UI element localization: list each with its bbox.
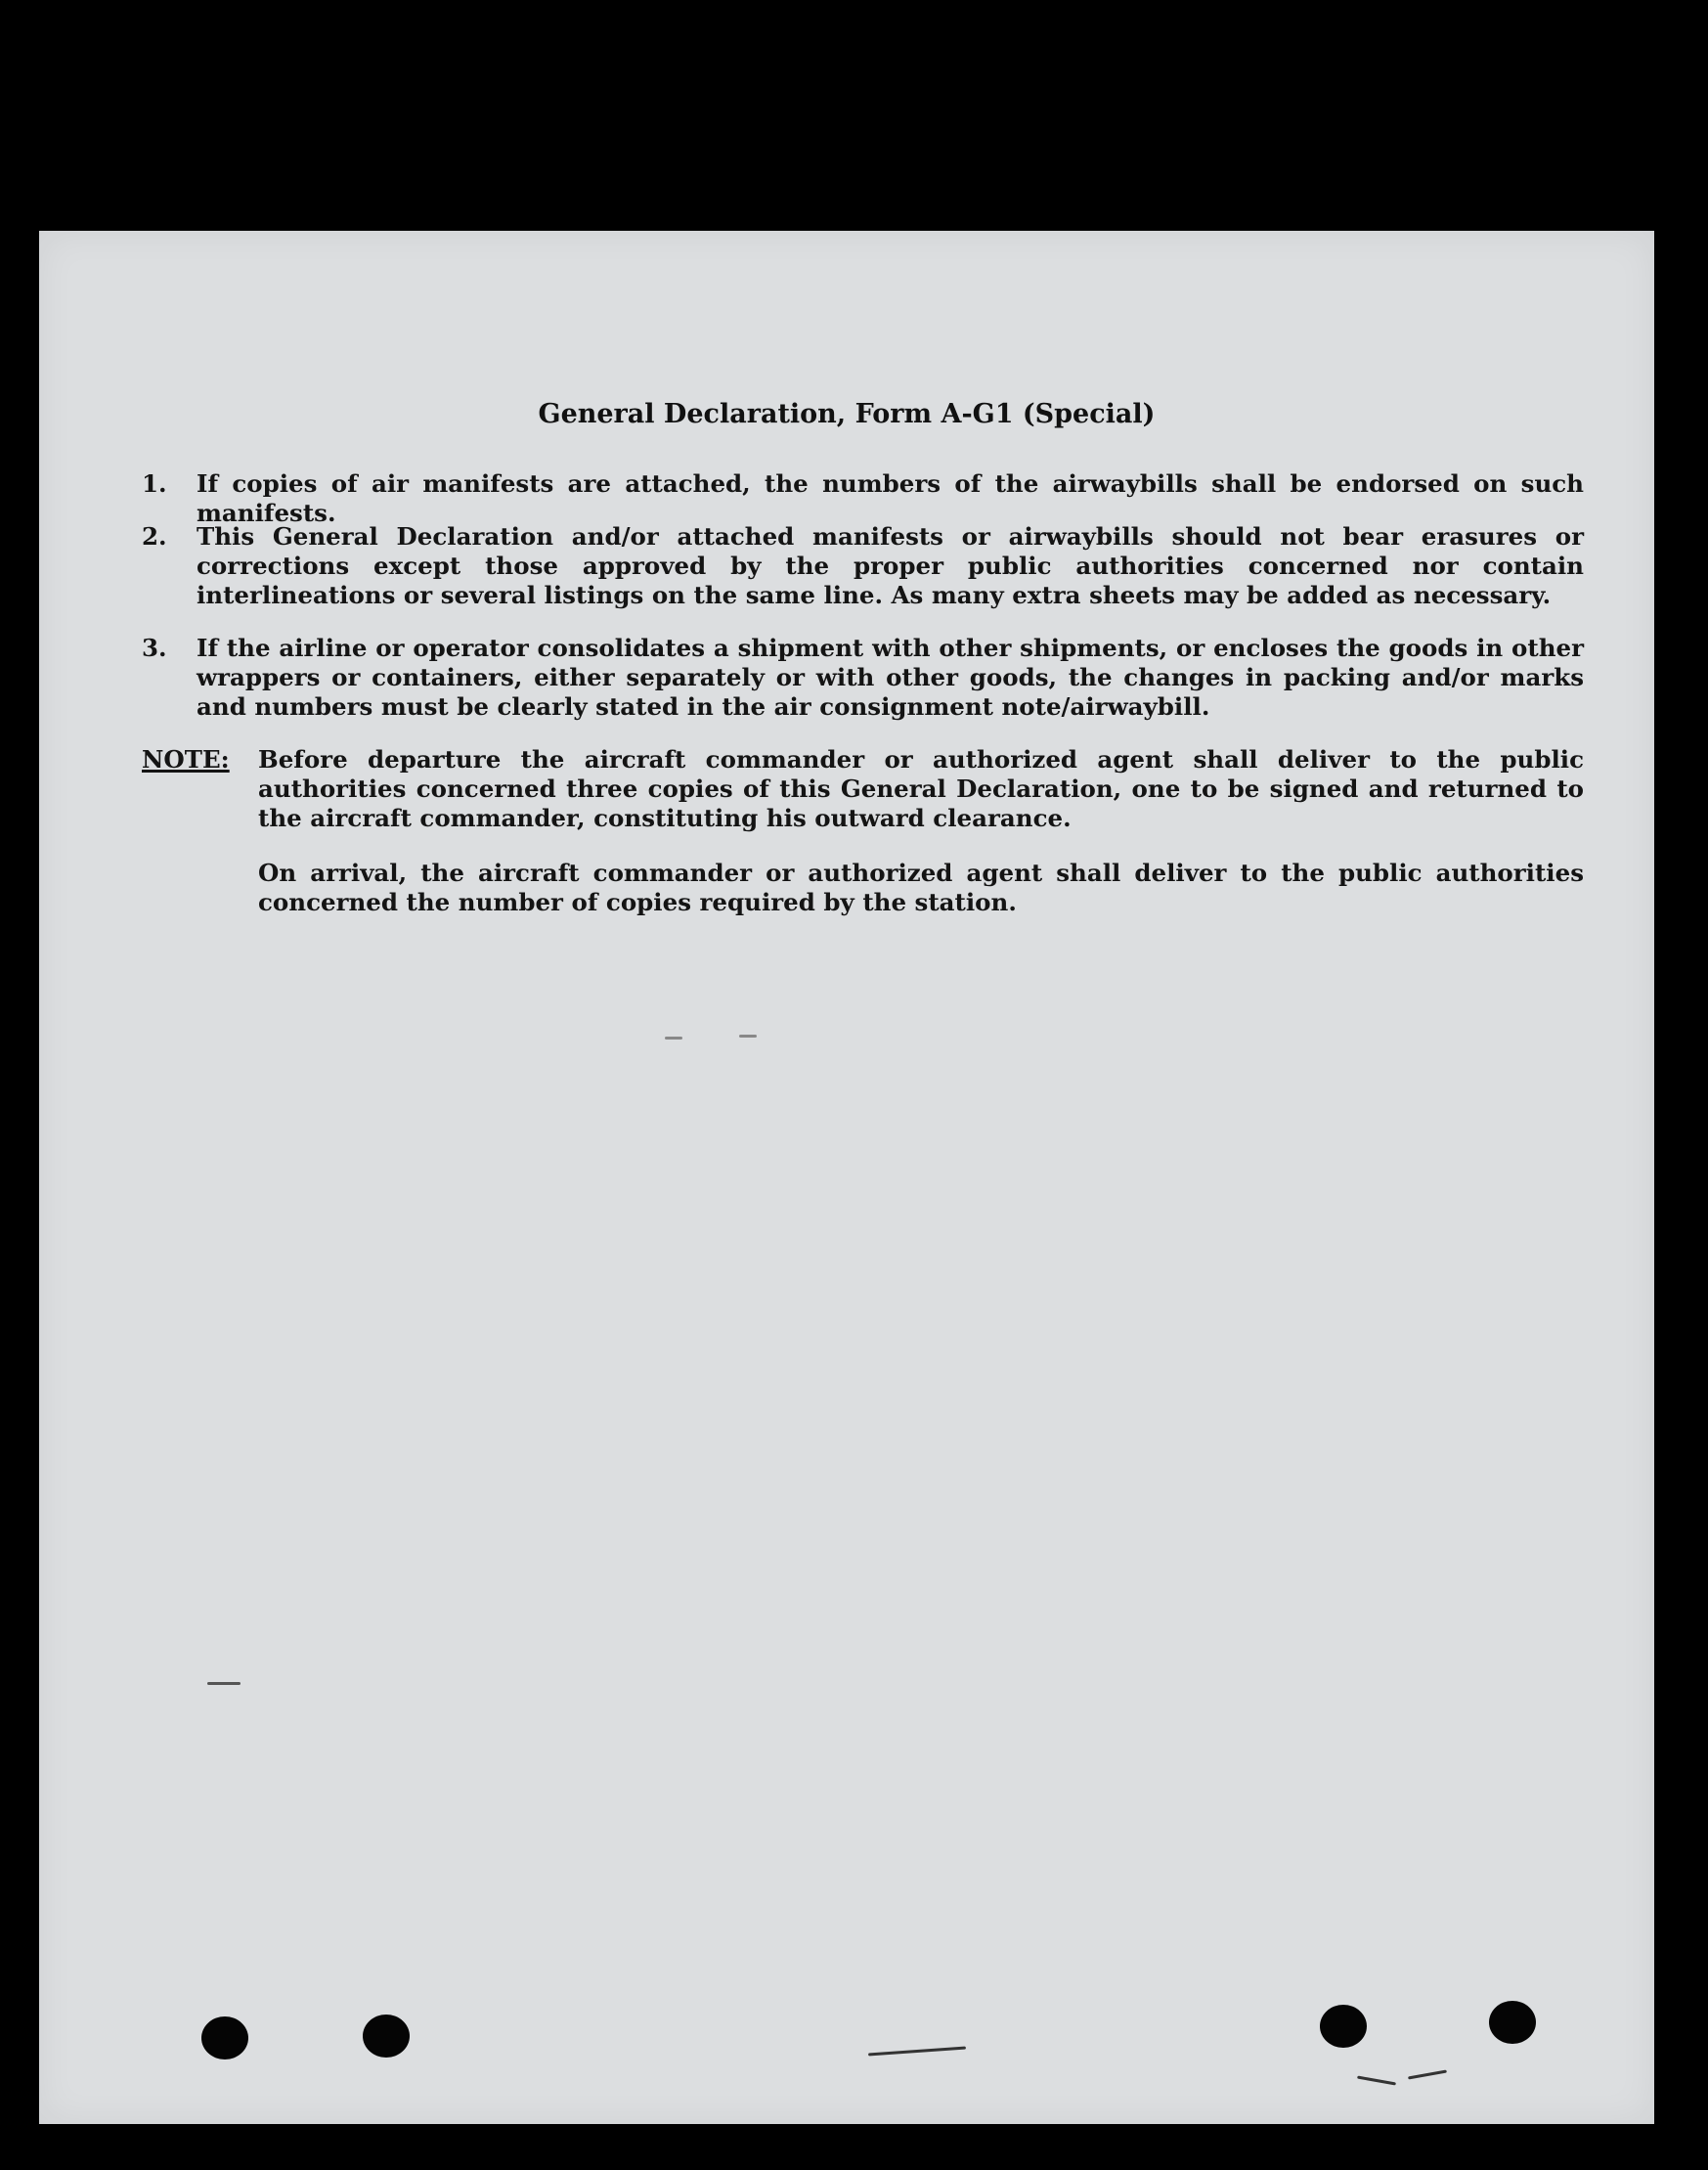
document-title: General Declaration, Form A-G1 (Special) (538, 399, 1156, 429)
note-label: NOTE: (142, 745, 230, 774)
note-paragraph-arrival: On arrival, the aircraft commander or authorized agent shall deliver to the public authorities concerned the number of copies required by the station. (258, 859, 1584, 916)
pencil-mark (207, 1682, 241, 1685)
instruction-item-1 (142, 469, 1584, 528)
instruction-item-3 (142, 634, 1584, 722)
item-number: 2. (142, 522, 167, 551)
item-text: If copies of air manifests are attached, the numbers of the airwaybills shall be endorsed on such manifests. (197, 469, 1584, 527)
item-number: 1. (142, 469, 167, 498)
pencil-mark (665, 1037, 682, 1040)
pencil-mark (739, 1035, 757, 1038)
pencil-mark (1408, 2070, 1447, 2080)
instruction-item-2 (142, 522, 1584, 610)
item-text: This General Declaration and/or attached manifests or airwaybills should not bear erasures or corrections except those approved by the proper public authorities concerned nor contain interlineations or several listings on the same line. As many extra sheets may be added as necessary. (197, 522, 1584, 609)
item-number: 3. (142, 634, 167, 662)
document-page (39, 231, 1654, 2124)
item-text: If the airline or operator consolidates a shipment with other shipments, or encloses the goods in other wrappers or containers, either separately or with other goods, the changes in packing and/or marks and numbers must be clearly stated in the air consignment note/airwaybill. (197, 634, 1584, 721)
punch-hole (363, 2015, 410, 2058)
note-paragraph-departure: Before departure the aircraft commander or authorized agent shall deliver to the public authorities concerned three copies of this General Declaration, one to be signed and returned to the aircraft commander, constituting his outward clearance. (258, 745, 1584, 832)
punch-hole (1489, 2001, 1536, 2044)
punch-hole (1320, 2005, 1367, 2048)
pencil-mark (868, 2047, 966, 2057)
pencil-mark (1357, 2076, 1396, 2086)
punch-hole (201, 2016, 248, 2059)
note-section (142, 745, 1584, 917)
